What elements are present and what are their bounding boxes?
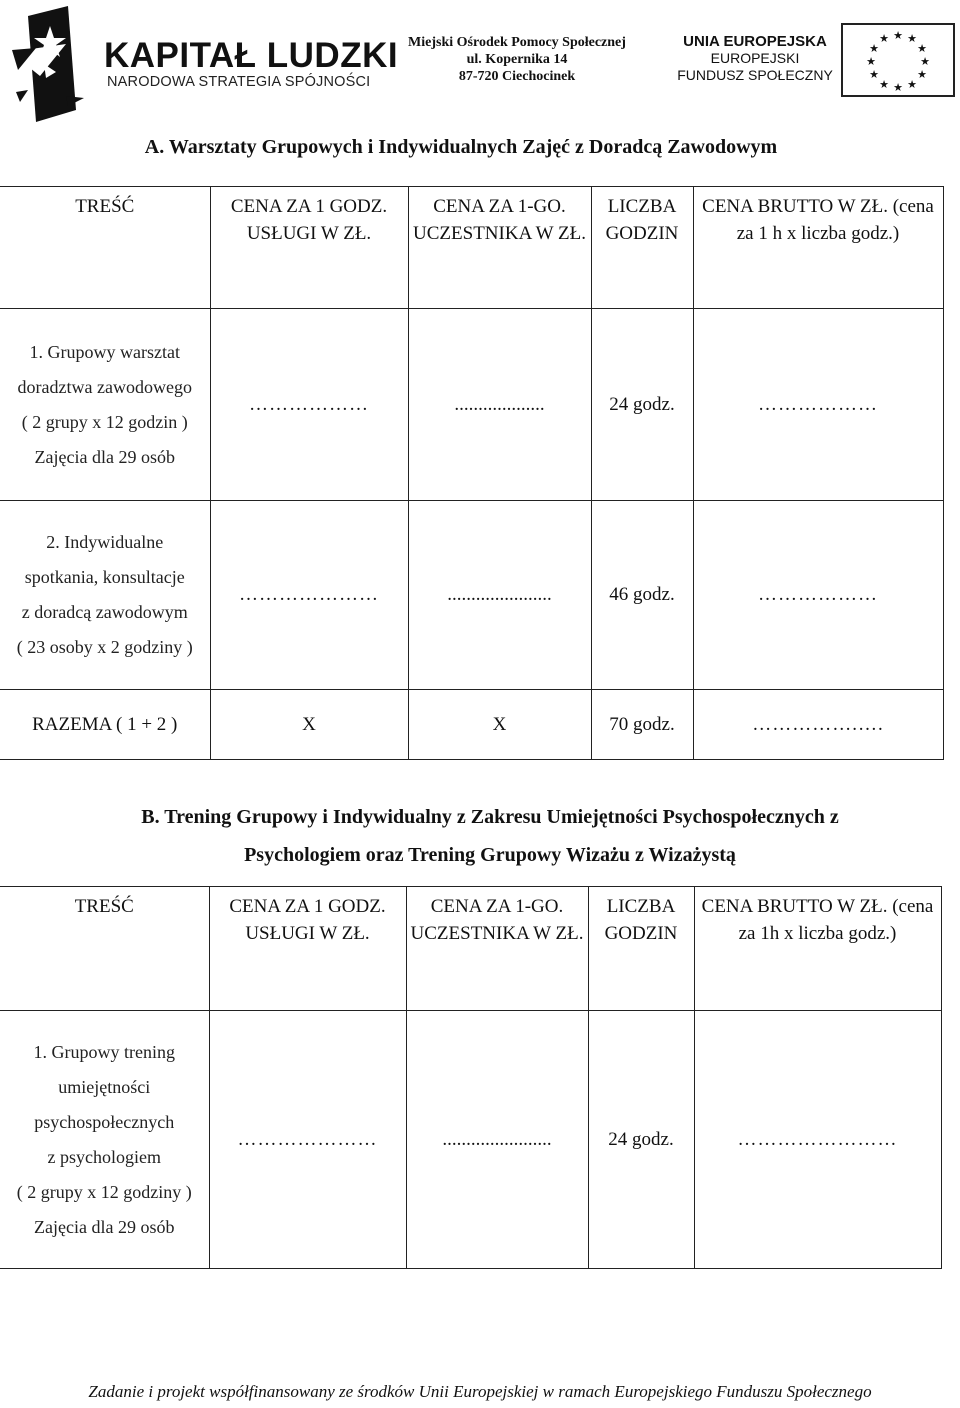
table-header-row xyxy=(0,887,941,1011)
eu-fund-text xyxy=(672,33,838,84)
header-cena-uczestnika: CENA ZA 1-GO. UCZESTNIKA W ZŁ. xyxy=(406,887,588,1011)
price-per-participant-field: ....................... xyxy=(406,1011,588,1269)
description-line: Zajęcia dla 29 osób xyxy=(34,446,175,467)
section-b-title-line-2: Psychologiem oraz Trening Grupowy Wizażu z Wizażystą xyxy=(244,844,736,866)
price-per-participant-field: ...................... xyxy=(408,501,591,690)
address-line-2: ul. Kopernika 14 xyxy=(466,52,568,67)
eu-line-1: UNIA EUROPEJSKA xyxy=(683,33,827,50)
description-line: Zajęcia dla 29 osób xyxy=(34,1216,175,1237)
header-tresc: TREŚĆ xyxy=(0,187,210,309)
eu-line-2: EUROPEJSKI xyxy=(710,50,800,66)
description-line: 1. Grupowy warsztat xyxy=(29,341,180,362)
description-line: ( 2 grupy x 12 godziny ) xyxy=(16,1181,192,1202)
hours-value: 46 godz. xyxy=(591,501,693,690)
header-liczba-godzin: LICZBA GODZIN xyxy=(588,887,694,1011)
row-description xyxy=(0,1011,209,1269)
address-line-1: Miejski Ośrodek Pomocy Społecznej xyxy=(408,35,626,50)
total-price-per-hour: X xyxy=(210,690,408,760)
svg-text:★: ★ xyxy=(917,68,927,81)
section-a-title: A. Warsztaty Grupowych i Indywidualnych Zajęć z Doradcą Zawodowym xyxy=(144,136,778,158)
table-row xyxy=(0,309,943,501)
price-per-hour-field: ……………… xyxy=(210,309,408,501)
svg-text:★: ★ xyxy=(917,42,927,55)
svg-text:★: ★ xyxy=(893,29,903,42)
gross-price-field: ……………… xyxy=(693,309,943,501)
header-tresc: TREŚĆ xyxy=(0,887,209,1011)
total-hours: 70 godz. xyxy=(591,690,693,760)
row-description xyxy=(0,309,210,501)
hours-value: 24 godz. xyxy=(591,309,693,501)
svg-text:★: ★ xyxy=(869,68,879,81)
section-b-title-line-1: B. Trening Grupowy i Indywidualny z Zakresu Umiejętności Psychospołecznych z xyxy=(141,806,839,828)
svg-text:★: ★ xyxy=(920,55,930,68)
total-label: RAZEMA ( 1 + 2 ) xyxy=(0,690,210,760)
header-cena-uczestnika: CENA ZA 1-GO. UCZESTNIKA W ZŁ. xyxy=(408,187,591,309)
office-address xyxy=(396,34,638,85)
total-gross-price: …………….…. xyxy=(693,690,943,760)
eu-line-3: FUNDUSZ SPOŁECZNY xyxy=(677,67,833,83)
svg-text:★: ★ xyxy=(893,81,903,94)
description-line: 2. Indywidualne xyxy=(46,532,164,552)
svg-text:★: ★ xyxy=(869,42,879,55)
kapital-ludzki-emblem-icon xyxy=(6,6,106,122)
price-per-hour-field: ………………… xyxy=(210,501,408,690)
gross-price-field: …………………… xyxy=(694,1011,941,1269)
svg-text:★: ★ xyxy=(879,32,889,45)
description-line: 1. Grupowy trening xyxy=(33,1041,175,1062)
section-a-table xyxy=(0,186,944,760)
table-row xyxy=(0,1011,941,1269)
description-line: z doradcą zawodowym xyxy=(21,602,188,622)
description-line: umiejętności xyxy=(58,1076,151,1097)
address-line-3: 87-720 Ciechocinek xyxy=(458,69,576,84)
svg-text:★: ★ xyxy=(907,32,917,45)
kapital-ludzki-title: KAPITAŁ LUDZKI xyxy=(104,36,399,75)
header-cena-godz: CENA ZA 1 GODZ. USŁUGI W ZŁ. xyxy=(210,187,408,309)
description-line: doradztwa zawodowego xyxy=(17,376,192,397)
header-cena-godz: CENA ZA 1 GODZ. USŁUGI W ZŁ. xyxy=(209,887,406,1011)
price-per-hour-field: ………………… xyxy=(209,1011,406,1269)
description-line: z psychologiem xyxy=(47,1146,161,1167)
section-b-title xyxy=(60,798,920,874)
gross-price-field: ……………… xyxy=(693,501,943,690)
row-description xyxy=(0,501,210,690)
price-per-participant-field: ................... xyxy=(408,309,591,501)
description-line: psychospołecznych xyxy=(34,1111,175,1132)
table-total-row xyxy=(0,690,943,760)
total-price-per-participant: X xyxy=(408,690,591,760)
table-row xyxy=(0,501,943,690)
header-cena-brutto: CENA BRUTTO W ZŁ. (cena za 1 h x liczba godz.) xyxy=(693,187,943,309)
kapital-ludzki-subtitle: NARODOWA STRATEGIA SPÓJNOŚCI xyxy=(107,74,371,90)
table-header-row xyxy=(0,187,943,309)
header-liczba-godzin: LICZBA GODZIN xyxy=(591,187,693,309)
section-b-table xyxy=(0,886,942,1269)
svg-text:★: ★ xyxy=(866,55,876,68)
header-cena-brutto: CENA BRUTTO W ZŁ. (cena za 1h x liczba godz.) xyxy=(694,887,941,1011)
description-line: ( 23 osoby x 2 godziny ) xyxy=(16,637,193,657)
description-line: spotkania, konsultacje xyxy=(24,567,185,587)
svg-text:★: ★ xyxy=(907,78,917,91)
hours-value: 24 godz. xyxy=(588,1011,694,1269)
eu-flag-icon xyxy=(841,23,955,97)
svg-text:★: ★ xyxy=(879,78,889,91)
description-line: ( 2 grupy x 12 godzin ) xyxy=(21,411,188,432)
footer-note: Zadanie i projekt współfinansowany ze środków Unii Europejskiej w ramach Europejskiego Funduszu Społecznego xyxy=(88,1382,872,1401)
